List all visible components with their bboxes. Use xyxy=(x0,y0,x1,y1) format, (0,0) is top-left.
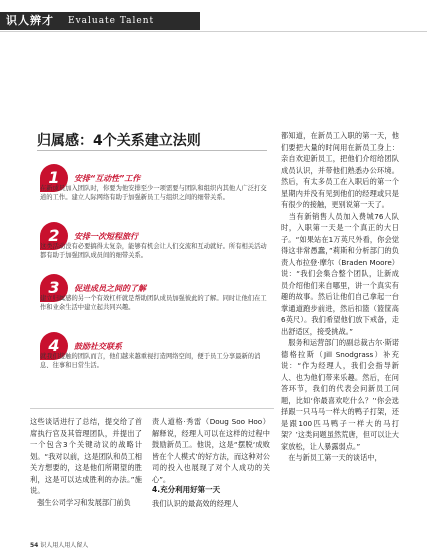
rule-3-badge: 3 xyxy=(40,274,68,302)
title-divider xyxy=(37,150,267,151)
rule-1-title: 安排“互动性”工作 xyxy=(74,174,141,183)
rule-4-body: 就我们接触的团队而言，他们越来越重视打造网络空间，便于员工分享最新的消息、往事和日常生活。 xyxy=(40,353,261,369)
section-subtitle: Evaluate Talent xyxy=(68,16,155,26)
body-column-2: 责人道格·秀雷（Doug Soo Hoo）解释说，经理人可以在这样的过程中鼓励新员工。他说，这是“摆脱‘成败皆在个人模式’的好方法，而这种对公司的投入也展现了对个人成功的关心”。 xyxy=(152,417,270,484)
article-title: 归属感：4个关系建立法则 xyxy=(37,133,201,149)
section-title: 识人辨才 xyxy=(6,14,54,27)
body-column-2b: 我们认识的最高效的经理人 xyxy=(152,499,239,508)
page-number: 54 xyxy=(30,542,39,549)
rules-panel xyxy=(30,154,274,402)
body-column-1: 这些谈话进行了总结，提交给了首席执行官及其管理团队，并提出了一个包含3个关键动议的战略计划。“我对以前，这是团队和员工相关方想要的，这是他们所期望的胜利，这是可以达成胜利的办法。”施说。 强生公司学习和发展部门前负 xyxy=(30,417,142,507)
rule-3-title: 促进成员之间的了解 xyxy=(74,284,146,293)
rule-2-title: 安排一次短程旅行 xyxy=(74,232,138,241)
rule-4-badge: 4 xyxy=(40,332,68,360)
rule-4-title: 鼓励社交联系 xyxy=(74,342,122,351)
rule-2-badge: 2 xyxy=(40,222,68,250)
page-footer xyxy=(30,540,88,549)
section-heading: 4.充分利用好第一天 xyxy=(152,485,221,494)
rule-1-badge: 1 xyxy=(40,164,68,192)
rule-1-body: 在新成员加入团队时，你要为他安排至少一项需要与团队和组织内其他人广泛打交道的工作。建立人际网络有助于加强新员工与组织之间的细带关系。 xyxy=(40,185,267,201)
body-column-3: 都知道，在新员工入职的第一天，他们要把大量的时间用在新员工身上：亲自欢迎新员工，把他们介绍给团队成员认识，并带他们熟悉办公环境。然后，有太多员工在入职后的第一个星期内并没有见到他们的经理或只是有很少的接触，更别说第一天了。 当有新销售人员加入费城76人队时，入职第一天是一个真正的大日子。“如果站在1万英尺外看，你会觉得这非常愚蠢，”莉斯和分析部门的负责人布拉登·摩尔（Braden Moore）说：“我们会集合整个团队，让新成员介绍他们来自哪里，讲一个真实有趣的故事。然后让他们自己拿起一台掌通道跑步前进，然后扣篮（篮筐高6英尺）。我们希望他们放下戒备，走出舒适区，接受挑战。” 服务和运营部门的副总裁古尔·斯诺德格拉斯（Jill Snodgrass）补充说：“作为经理人，我们会指导新人、也为他们带来乐趣。然后，在问答环节，我们的代表会问新员工问题，比如‘你最喜欢吃什么？’‘你会选择跟一只马马一样大的鸭子打架，还是跟100匹马鸭子一样大的马打架？’这类问题虽然荒唐，但可以让大家放松，让人暴露弱点。” 在与新员工第一天的谈话中， xyxy=(281,131,399,462)
magazine-name: 识人用人用人留人 xyxy=(40,542,89,549)
rule-2-body: 这类活动没有必要搞得太复杂，能够有机会让人们交流和互动就好。所有相关活动都有助于加强团队成员间的细带关系。 xyxy=(40,243,267,259)
header-divider xyxy=(0,31,427,32)
rule-3-body: 建立归属感的另一个有效杠杆就是帮助团队成员加强彼此的了解。同时让他们在工作和业余生活中建立起共同兴趣。 xyxy=(40,295,267,311)
panel-divider xyxy=(30,408,274,409)
page-header xyxy=(0,0,427,46)
